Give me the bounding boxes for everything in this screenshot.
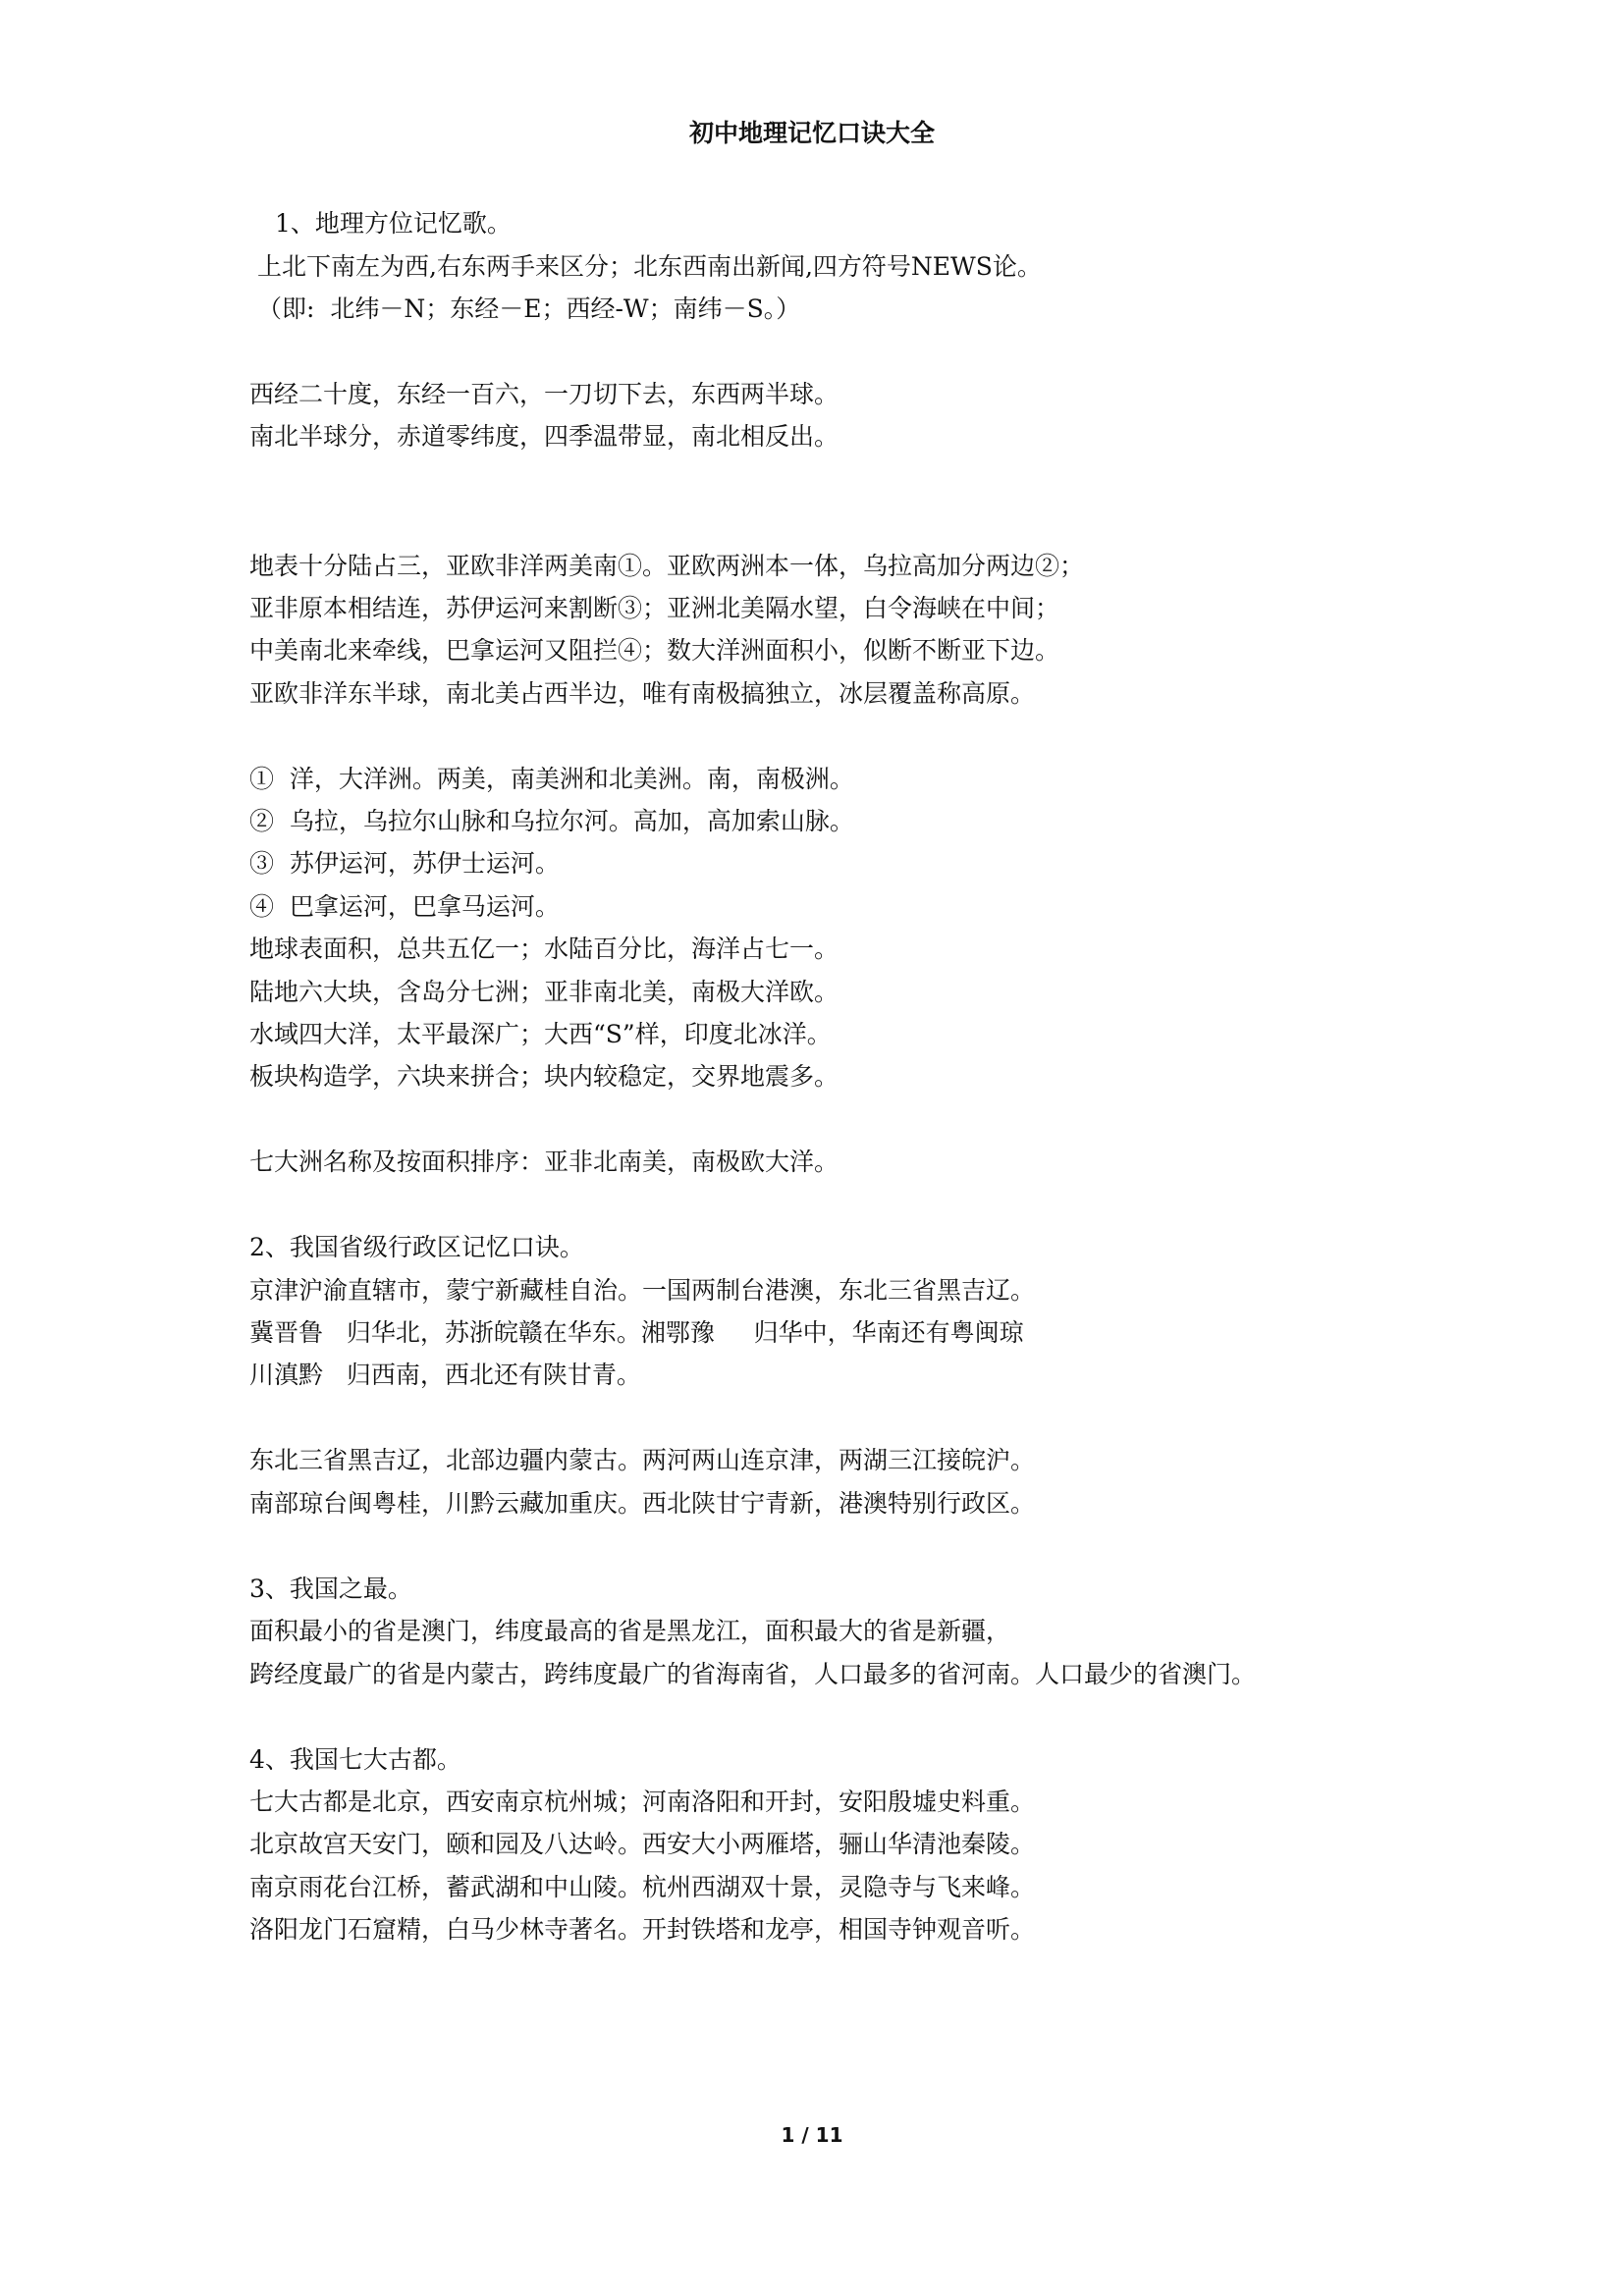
text-line: 东北三省黑吉辽，北部边疆内蒙古。两河两山连京津，两湖三江接皖沪。: [249, 1446, 1036, 1474]
text-line: 水域四大洋，太平最深广；大西“S”样，印度北冰洋。: [249, 1020, 832, 1048]
text-line: 冀晋鲁 归华北，苏浙皖赣在华东。湘鄂豫 归华中，华南还有粤闽琼: [249, 1318, 1024, 1347]
text-line: 南京雨花台江桥，蓄武湖和中山陵。杭州西湖双十景，灵隐寺与飞来峰。: [249, 1873, 1036, 1901]
footnote-line: ② 乌拉，乌拉尔山脉和乌拉尔河。高加，高加索山脉。: [249, 807, 854, 835]
footnote-line: ③ 苏伊运河，苏伊士运河。: [249, 849, 560, 878]
text-line: 陆地六大块，含岛分七洲；亚非南北美，南极大洋欧。: [249, 978, 839, 1006]
text-line: 中美南北来牵线，巴拿运河又阻拦④；数大洋洲面积小，似断不断亚下边。: [249, 636, 1060, 665]
text-line: 北京故宫天安门，颐和园及八达岭。西安大小两雁塔，骊山华清池秦陵。: [249, 1830, 1036, 1858]
text-line: 川滇黔 归西南，西北还有陕甘青。: [249, 1361, 641, 1389]
page-title: 初中地理记忆口诀大全: [688, 119, 935, 147]
text-line: 南北半球分，赤道零纬度，四季温带显，南北相反出。: [249, 422, 839, 451]
section-heading-provinces: 2、我国省级行政区记忆口诀。: [249, 1233, 584, 1261]
footnote-line: ④ 巴拿运河，巴拿马运河。: [249, 892, 560, 921]
text-line: 面积最小的省是澳门，纬度最高的省是黑龙江，面积最大的省是新疆，: [249, 1617, 1011, 1645]
section-heading-ancient-capitals: 4、我国七大古都。: [249, 1745, 461, 1774]
text-line: 京津沪渝直辖市，蒙宁新藏桂自治。一国两制台港澳，东北三省黑吉辽。: [249, 1276, 1036, 1305]
text-line: 亚非原本相结连，苏伊运河来割断③；亚洲北美隔水望，白令海峡在中间；: [249, 594, 1060, 622]
text-line: 七大洲名称及按面积排序：亚非北南美，南极欧大洋。: [249, 1148, 839, 1176]
text-line: 地表十分陆占三，亚欧非洋两美南①。亚欧两洲本一体，乌拉高加分两边②；: [249, 552, 1085, 580]
text-line: 南部琼台闽粤桂，川黔云藏加重庆。西北陕甘宁青新，港澳特别行政区。: [249, 1489, 1036, 1518]
page-number: 1 / 11: [781, 2123, 843, 2147]
text-line: 板块构造学，六块来拼合；块内较稳定，交界地震多。: [249, 1062, 839, 1091]
text-line: 跨经度最广的省是内蒙古，跨纬度最广的省海南省，人口最多的省河南。人口最少的省澳门。: [249, 1660, 1257, 1688]
text-line: 西经二十度，东经一百六，一刀切下去，东西两半球。: [249, 380, 839, 408]
footnote-line: ① 洋，大洋洲。两美，南美洲和北美洲。南，南极洲。: [249, 765, 854, 793]
text-line: （即: 北纬－N；东经－E；西经-W；南纬－S。）: [257, 294, 801, 323]
text-line: 上北下南左为西,右东两手来区分；北东西南出新闻,四方符号NEWS论。: [257, 252, 1042, 281]
section-heading-directions: 1、地理方位记忆歌。: [275, 209, 512, 238]
text-line: 七大古都是北京，西安南京杭州城；河南洛阳和开封，安阳殷墟史料重。: [249, 1788, 1036, 1816]
text-line: 洛阳龙门石窟精，白马少林寺著名。开封铁塔和龙亭，相国寺钟观音听。: [249, 1915, 1036, 1944]
section-heading-superlatives: 3、我国之最。: [249, 1575, 412, 1603]
text-line: 亚欧非洋东半球，南北美占西半边，唯有南极搞独立，冰层覆盖称高原。: [249, 679, 1036, 708]
text-line: 地球表面积，总共五亿一；水陆百分比，海洋占七一。: [249, 934, 839, 963]
